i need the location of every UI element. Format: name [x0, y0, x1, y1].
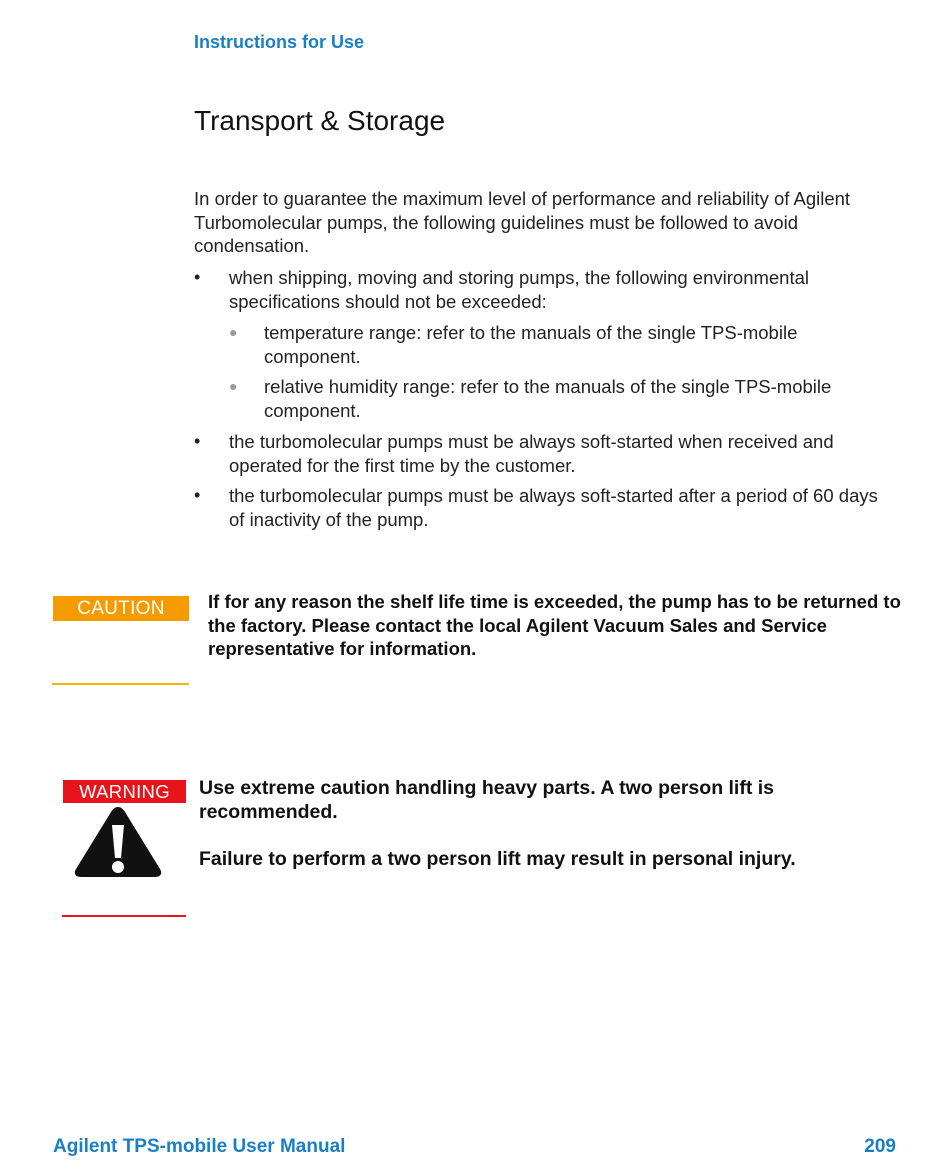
header-title: Instructions for Use: [194, 32, 365, 52]
sub-list-item-text: temperature range: refer to the manuals of the single TPS-mobile component.: [264, 322, 798, 367]
intro-paragraph: In order to guarantee the maximum level of performance and reliability of Agilent Turbomolecular pumps, the following guidelines must be followed to avoid condensation.: [194, 188, 851, 256]
bullet-icon: ●: [229, 378, 238, 394]
warning-badge: WARNING: [63, 780, 186, 803]
page-number: 209: [864, 1136, 896, 1157]
list-item-text: the turbomolecular pumps must be always soft-started when received and operated for the first time by the customer.: [229, 431, 834, 476]
caution-divider: [52, 683, 189, 685]
caution-text: If for any reason the shelf life time is exceeded, the pump has to be returned to the factory. Please contact the local Agilent Vacuum Sales and Service representative for information.: [208, 591, 901, 659]
section-title: Transport & Storage: [194, 105, 446, 136]
bullet-icon: ●: [229, 324, 238, 340]
warning-divider: [62, 915, 186, 917]
bullet-icon: •: [194, 485, 201, 505]
warning-text-primary: Use extreme caution handling heavy parts. A two person lift is recommended.: [199, 777, 775, 823]
caution-badge: CAUTION: [53, 596, 189, 621]
warning-triangle-icon: [72, 803, 164, 879]
warning-text-secondary: Failure to perform a two person lift may result in personal injury.: [199, 848, 796, 870]
bullet-icon: •: [194, 431, 201, 451]
bullet-icon: •: [194, 267, 201, 287]
list-item-text: the turbomolecular pumps must be always soft-started after a period of 60 days of inactivity of the pump.: [229, 485, 878, 530]
list-item-text: when shipping, moving and storing pumps, the following environmental specifications should not be exceeded:: [229, 267, 810, 312]
sub-list-item-text: relative humidity range: refer to the manuals of the single TPS-mobile component.: [264, 376, 832, 421]
footer-manual-title: Agilent TPS-mobile User Manual: [53, 1136, 346, 1157]
